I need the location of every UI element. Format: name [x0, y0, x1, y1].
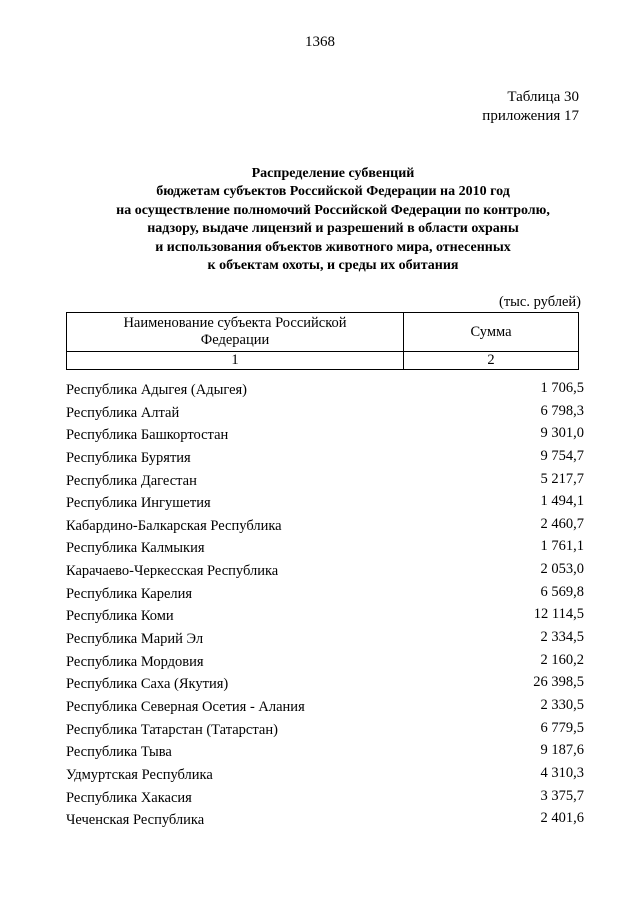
- table-row: [66, 810, 584, 833]
- subvention-amount: 4 310,3: [540, 764, 584, 781]
- subvention-amount: 6 798,3: [540, 402, 584, 419]
- page-number: 1368: [305, 34, 335, 50]
- subvention-amount: 1 706,5: [540, 380, 584, 396]
- table-row: [66, 742, 584, 765]
- region-name: Республика Адыгея (Адыгея): [66, 382, 248, 398]
- region-name: Республика Мордовия: [66, 653, 204, 670]
- column-number-1: 1: [67, 352, 404, 370]
- title-line: Распределение субвенций: [251, 166, 415, 181]
- subvention-amount: 2 401,6: [540, 810, 584, 827]
- title-line: бюджетам субъектов Российской Федерации на 2010 год: [156, 184, 510, 200]
- table-row: [66, 720, 584, 743]
- region-name: Республика Карелия: [66, 585, 193, 602]
- subvention-amount: 6 779,5: [540, 719, 584, 736]
- region-name: Республика Северная Осетия - Алания: [66, 698, 305, 715]
- table-row: [66, 561, 584, 584]
- region-name: Кабардино-Балкарская Республика: [66, 517, 282, 534]
- subvention-amount: 9 754,7: [540, 447, 584, 464]
- table-reference-appendix: приложения 17: [482, 108, 579, 124]
- table-row: [66, 584, 584, 607]
- table-row: [66, 674, 584, 697]
- subvention-amount: 9 301,0: [540, 425, 584, 442]
- subvention-amount: 2 160,2: [540, 651, 584, 668]
- subvention-amount: 1 761,1: [540, 538, 584, 555]
- table-row: [66, 493, 584, 516]
- column-header-sum: Сумма: [404, 313, 579, 352]
- table-row: [66, 403, 584, 426]
- table-row: [66, 788, 584, 811]
- title-line: и использования объектов животного мира, отнесенных: [155, 239, 511, 255]
- table-row: [66, 765, 584, 788]
- title-line: на осуществление полномочий Российской Федерации по контролю,: [116, 202, 550, 218]
- document-title: [40, 165, 626, 275]
- region-name: Республика Татарстан (Татарстан): [66, 721, 278, 738]
- region-name: Карачаево-Черкесская Республика: [66, 563, 279, 580]
- subvention-amount: 2 053,0: [540, 561, 584, 578]
- subvention-amount: 2 330,5: [540, 696, 584, 713]
- region-name: Республика Хакасия: [66, 789, 192, 806]
- region-name: Республика Калмыкия: [66, 540, 205, 557]
- table-row: [66, 516, 584, 539]
- column-header-name-line1: Наименование субъекта Российской: [123, 315, 347, 331]
- title-line: надзору, выдаче лицензий и разрешений в области охраны: [147, 221, 519, 237]
- table-row: [66, 448, 584, 471]
- table-row: [66, 425, 584, 448]
- subvention-amount: 5 217,7: [540, 470, 584, 487]
- subvention-amount: 6 569,8: [540, 583, 584, 600]
- subvention-amount: 2 460,7: [540, 515, 584, 532]
- column-header-name: [67, 313, 404, 352]
- column-header-name-line2: Федерации: [200, 332, 270, 348]
- subvention-amount: 12 114,5: [533, 606, 584, 623]
- region-name: Республика Дагестан: [66, 472, 197, 489]
- subvention-amount: 9 187,6: [540, 742, 584, 759]
- title-line: к объектам охоты, и среды их обитания: [207, 258, 459, 274]
- subvention-amount: 2 334,5: [540, 629, 584, 646]
- subvention-amount: 1 494,1: [540, 493, 584, 510]
- column-number-2: 2: [404, 352, 579, 370]
- region-name: Республика Тыва: [66, 744, 172, 761]
- table-header: [66, 312, 579, 370]
- table-row: [66, 538, 584, 561]
- table-row: [66, 380, 584, 403]
- table-body: [66, 380, 584, 833]
- region-name: Чеченская Республика: [66, 812, 205, 829]
- region-name: Республика Алтай: [66, 404, 180, 421]
- table-row: [66, 652, 584, 675]
- subvention-amount: 26 398,5: [533, 674, 584, 691]
- region-name: Республика Саха (Якутия): [66, 676, 229, 693]
- region-name: Республика Башкортостан: [66, 427, 229, 444]
- table-row: [66, 629, 584, 652]
- subvention-amount: 3 375,7: [540, 787, 584, 804]
- region-name: Республика Бурятия: [66, 449, 191, 466]
- region-name: Удмуртская Республика: [66, 766, 213, 783]
- table-row: [66, 606, 584, 629]
- region-name: Республика Марий Эл: [66, 631, 204, 648]
- region-name: Республика Коми: [66, 608, 174, 625]
- table-row: [66, 471, 584, 494]
- table-reference-number: Таблица 30: [507, 89, 579, 105]
- table-row: [66, 697, 584, 720]
- table-reference: [482, 88, 579, 126]
- unit-label: (тыс. рублей): [499, 294, 581, 310]
- region-name: Республика Ингушетия: [66, 495, 211, 512]
